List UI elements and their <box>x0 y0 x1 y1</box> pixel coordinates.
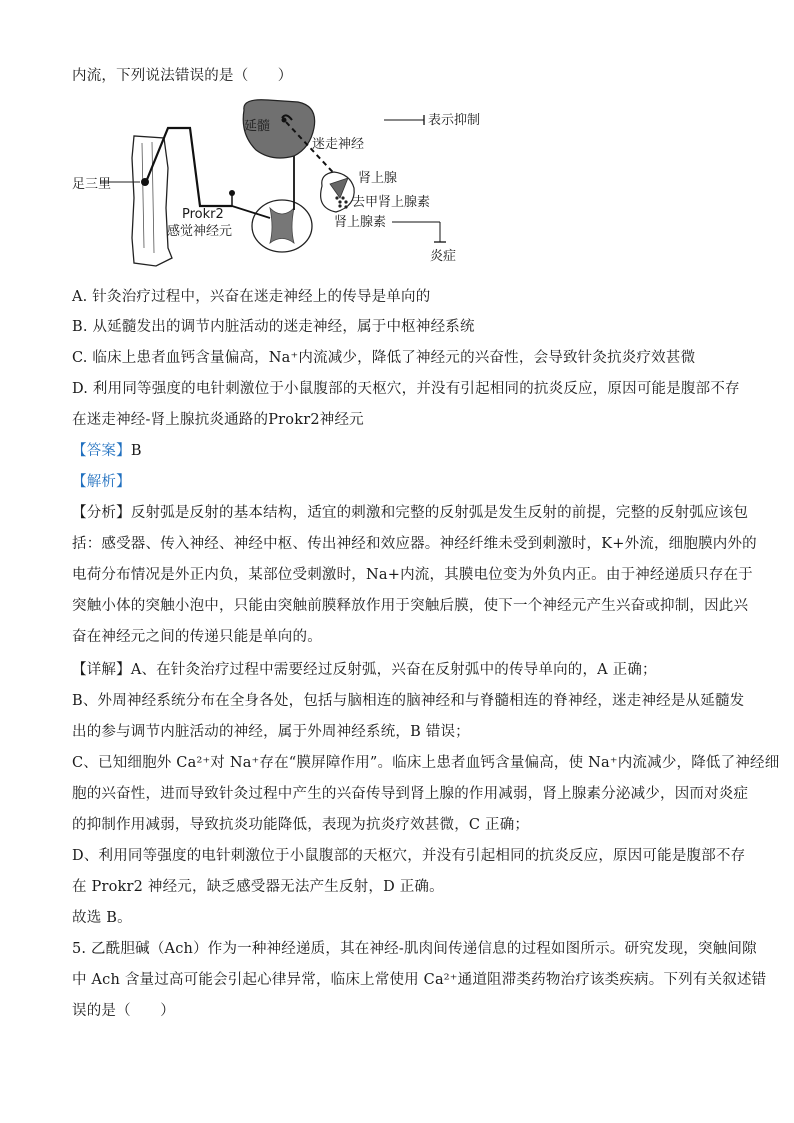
xiangjie-tag: 【详解】 <box>72 662 131 678</box>
fenxi-tag: 【分析】 <box>72 505 131 521</box>
label-zusanli: 足三里 <box>72 177 112 192</box>
option-c: C. 临床上患者血钙含量偏高，Na⁺内流减少，降低了神经元的兴奋性，会导致针灸抗炎疗效甚微 <box>72 350 696 366</box>
answer-value: B <box>130 443 142 459</box>
label-adrenal: 肾上腺 <box>358 171 398 186</box>
xiangjie-c2: 胞的兴奋性，进而导致针灸过程中产生的兴奋传导到肾上腺的作用减弱，肾上腺素分泌减少，因而对炎症 <box>72 786 749 802</box>
xiangjie-d2: 在 Prokr2 神经元，缺乏感受器无法产生反射，D 正确。 <box>72 879 444 895</box>
xiangjie-c3: 的抑制作用减弱，导致抗炎功能降低，表现为抗炎疗效甚微，C 正确； <box>72 817 530 833</box>
option-d-line1: D. 利用同等强度的电针刺激位于小鼠腹部的天枢穴，并没有引起相同的抗炎反应，原因可能是腹部不存 <box>72 381 740 397</box>
conclusion: 故选 B。 <box>72 910 132 926</box>
option-d-line2: 在迷走神经-肾上腺抗炎通路的Prokr2神经元 <box>72 412 364 428</box>
label-norepinephrine: 去甲肾上腺素 <box>352 195 431 210</box>
answer-row <box>72 441 734 461</box>
q5-line1: 5. 乙酰胆碱（Ach）作为一种神经递质，其在神经-肌肉间传递信息的过程如图所示。研究发现，突触间隙 <box>72 941 757 957</box>
q5-line2: 中 Ach 含量过高可能会引起心律异常，临床上常使用 Ca²⁺通道阻滞类药物治疗该类疾病。下列有关叙述错 <box>72 972 767 988</box>
analysis-tag: 【解析】 <box>72 474 131 490</box>
q5-line3: 误的是（ ） <box>72 1003 175 1019</box>
label-medulla: 延髓 <box>244 119 271 134</box>
option-b: B. 从延髓发出的调节内脏活动的迷走神经，属于中枢神经系统 <box>72 319 475 335</box>
fenxi-line4: 突触小体的突触小泡中，只能由突触前膜释放作用于突触后膜，使下一个神经元产生兴奋或抑制，因此兴 <box>72 598 749 614</box>
xiangjie-c1: C、已知细胞外 Ca²⁺对 Na⁺存在“膜屏障作用”。临床上患者血钙含量偏高，使 Na⁺内流减少，降低了神经细 <box>72 755 780 771</box>
label-vagus: 迷走神经 <box>312 137 365 152</box>
sensory-nerve <box>146 128 232 206</box>
label-inhibit-legend: 表示抑制 <box>428 113 481 128</box>
fenxi-line5: 奋在神经元之间的传递只能是单向的。 <box>72 629 322 645</box>
label-epinephrine: 肾上腺素 <box>334 215 387 230</box>
option-a: A. 针灸治疗过程中，兴奋在迷走神经上的传导是单向的 <box>72 289 431 305</box>
fenxi-line3: 电荷分布情况是外正内负，某部位受刺激时，Na+内流，其膜电位变为外负内正。由于神经递质只存在于 <box>72 567 753 583</box>
xiangjie-line-a <box>72 660 734 680</box>
xiangjie-b2: 出的参与调节内脏活动的神经，属于外周神经系统，B 错误； <box>72 724 470 740</box>
fenxi-line1 <box>72 503 749 523</box>
answer-tag: 【答案】 <box>72 443 131 459</box>
question-stem-end: 内流，下列说法错误的是（ ） <box>72 68 293 84</box>
neural-pathway-figure <box>72 98 502 268</box>
label-inflammation: 炎症 <box>430 249 457 264</box>
fenxi-text1: 反射弧是反射的基本结构，适宜的刺激和完整的反射弧是发生反射的前提，完整的反射弧应该包 <box>130 505 749 521</box>
label-sensory-neuron: 感觉神经元 <box>167 224 233 239</box>
xiangjie-d1: D、利用同等强度的电针刺激位于小鼠腹部的天枢穴，并没有引起相同的抗炎反应，原因可能是腹部不存 <box>72 848 746 864</box>
xiangjie-a: A、在针灸治疗过程中需要经过反射弧，兴奋在反射弧中的传导单向的，A 正确； <box>130 662 657 678</box>
label-prokr2: Prokr2 <box>182 207 224 222</box>
fenxi-line2: 括：感受器、传入神经、神经中枢、传出神经和效应器。神经纤维未受到刺激时，K+外流，细胞膜内外的 <box>72 536 757 552</box>
xiangjie-b1: B、外周神经系统分布在全身各处，包括与脑相连的脑神经和与脊髓相连的脊神经，迷走神经是从延髓发 <box>72 693 745 709</box>
